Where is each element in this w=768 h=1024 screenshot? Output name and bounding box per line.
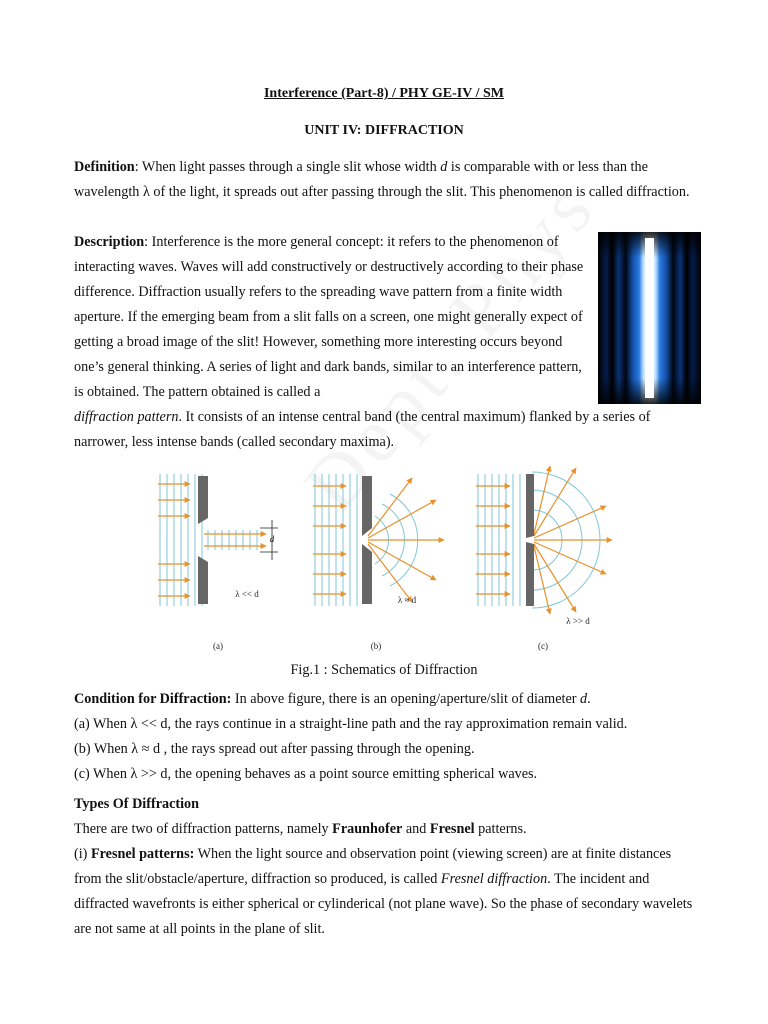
condition-section: Condition for Diffraction: In above figure, there is an opening/aperture/slit of diameter d. (a) When λ << d, the rays continue in a straight-line path and the ray approximation remain valid. (b) When λ ≈ d , the rays spread out after passing through the opening. (c) When λ >> d, the opening behaves as a point source emitting spherical waves.: [74, 687, 696, 787]
condition-label-c: λ >> d: [566, 616, 590, 626]
panel-a: [158, 474, 278, 651]
condition-item: (b) When λ ≈ d , the rays spread out after passing through the opening.: [74, 741, 475, 757]
condition-label: Condition for Diffraction:: [74, 691, 232, 707]
unit-heading: UNIT IV: DIFFRACTION: [304, 123, 464, 138]
description-label: Description: [74, 234, 145, 250]
d-label: d: [269, 534, 275, 544]
panel-c: [476, 466, 612, 651]
condition-item: (c) When λ >> d, the opening behaves as a point source emitting spherical waves.: [74, 766, 538, 782]
document-title: Interference (Part-8) / PHY GE-IV / SM: [263, 86, 504, 101]
panel-label-c: (c): [538, 641, 548, 651]
panel-label-b: (b): [370, 641, 382, 651]
diffraction-pattern-image: [598, 232, 701, 404]
definition-paragraph: Definition: When light passes through a single slit whose width d is comparable with or less than the wavelength λ of the light, it spreads out after passing through the slit. This phenomenon is called diffraction.: [74, 159, 690, 200]
panel-label-a: (a): [213, 641, 223, 651]
condition-label-a: λ << d: [235, 589, 259, 599]
description-continuation: diffraction pattern. It consists of an intense central band (the central maximum) flanked by a series of narrower, less intense bands (called secondary maxima).: [74, 409, 651, 450]
figure-caption: Fig.1 : Schematics of Diffraction: [290, 662, 478, 678]
panel-b: [313, 474, 444, 651]
condition-item: (a) When λ << d, the rays continue in a straight-line path and the ray approximation remain valid.: [74, 716, 628, 732]
definition-label: Definition: [74, 159, 135, 175]
diffraction-schematic-figure: [150, 466, 620, 656]
description-paragraph: Description: Interference is the more general concept: it refers to the phenomenon of interacting waves. Waves will add constructively or destructively according to their phase difference. Diffraction usually refers to the spreading wave pattern from a finite width aperture. If the emerging beam from a slit falls on a screen, one might generally expect of getting a broad image of the slit! However, something more interesting occurs beyond one’s general thinking. A series of light and dark bands, similar to an interference pattern, is obtained. The pattern obtained is called a: [74, 234, 584, 400]
condition-label-b: λ ≈ d: [397, 595, 417, 605]
types-heading: Types Of Diffraction: [74, 796, 200, 812]
types-section: Types Of Diffraction There are two of diffraction patterns, namely Fraunhofer and Fresnel patterns. (i) Fresnel patterns: When the light source and observation point (viewing screen) are at finite distances from the slit/obstacle/aperture, diffraction so produced, is called Fresnel diffraction. The incident and diffracted wavefronts is either spherical or cylinderical (not plane wave). So the phase of secondary wavelets are not same at all points in the plane of slit.: [74, 796, 693, 937]
